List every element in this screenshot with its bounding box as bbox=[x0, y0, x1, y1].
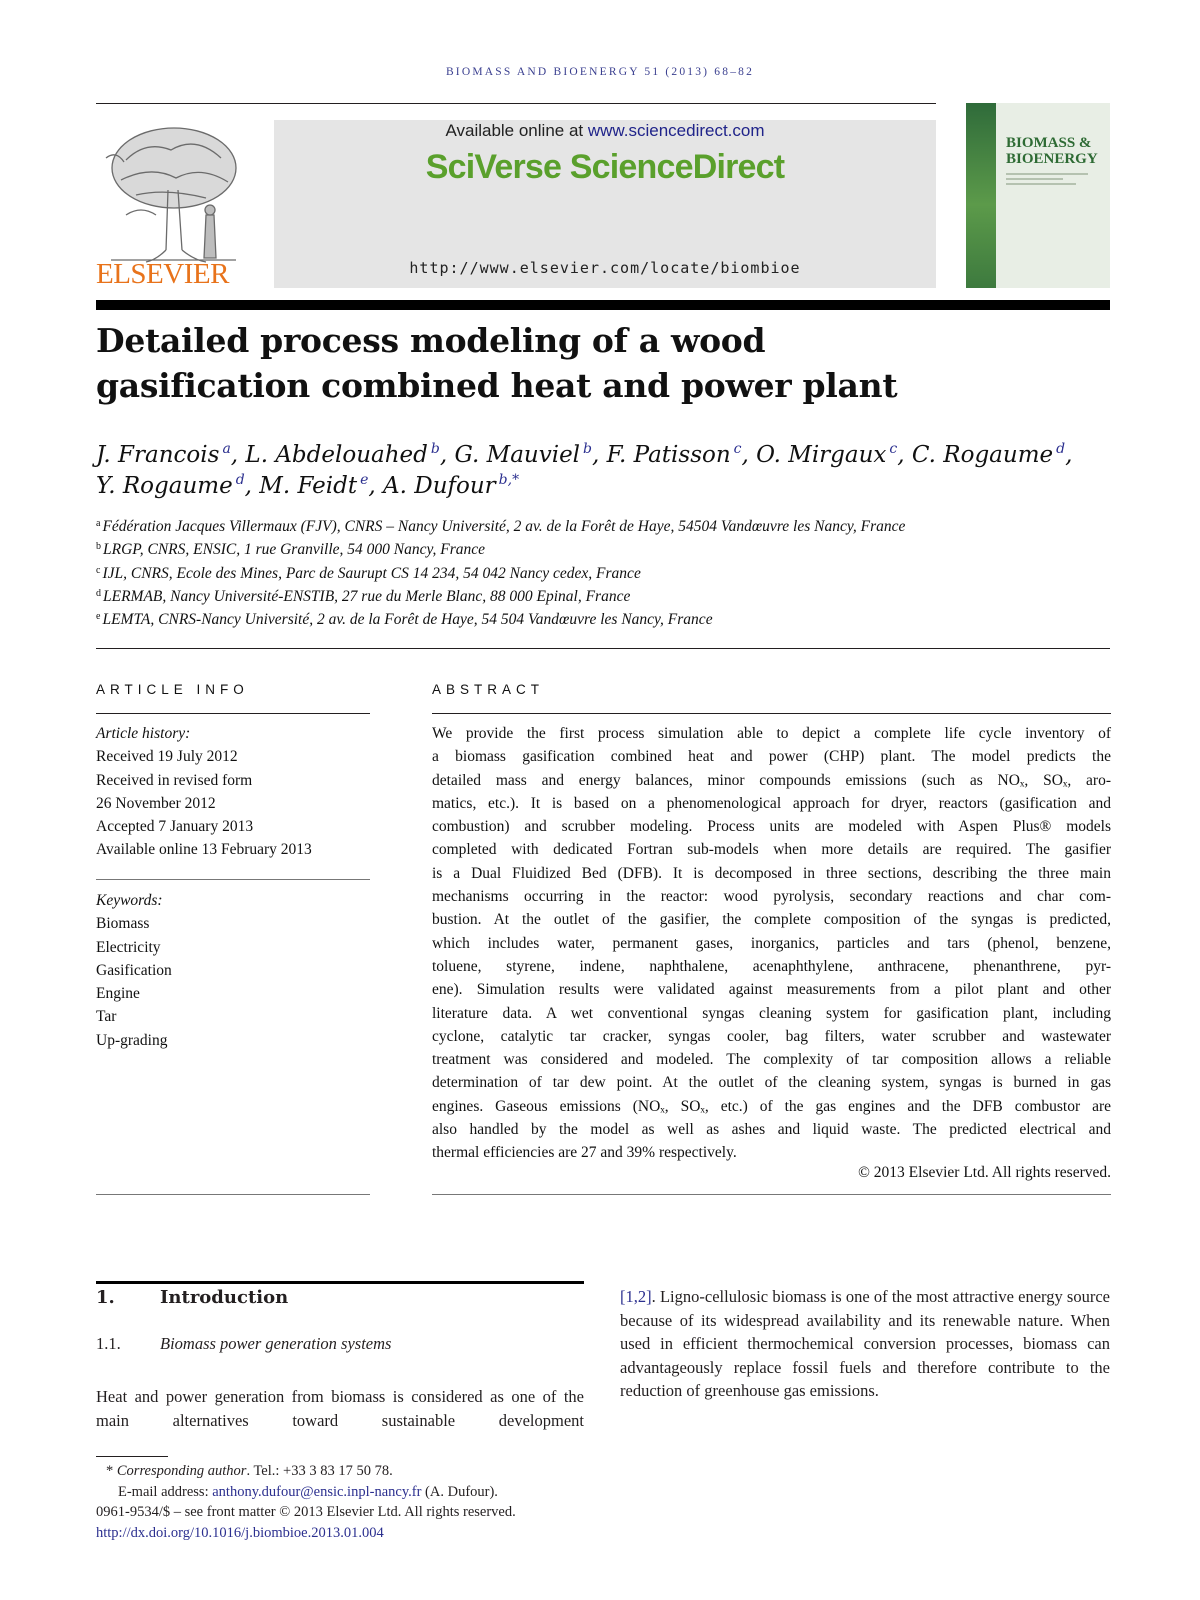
history-item: Received in revised form bbox=[96, 771, 253, 789]
abstract-line: thermal efficiencies are 27 and 39% respectively. bbox=[432, 1144, 737, 1162]
author-affiliation-marker[interactable]: e bbox=[360, 472, 369, 488]
author-affiliation-marker[interactable]: d bbox=[1056, 441, 1066, 457]
author-affiliation-marker[interactable]: b bbox=[583, 441, 593, 457]
author-separator: , bbox=[439, 442, 455, 468]
section-rule bbox=[96, 1281, 584, 1284]
email-name: (A. Dufour). bbox=[421, 1483, 498, 1500]
history-item: Received 19 July 2012 bbox=[96, 748, 238, 766]
author-affiliation-marker[interactable]: b bbox=[430, 441, 440, 457]
keyword-item: Engine bbox=[96, 985, 140, 1003]
affiliation-rule bbox=[96, 648, 1110, 649]
article-info-bottom-rule bbox=[96, 1194, 370, 1195]
header-rule bbox=[96, 103, 936, 104]
affiliation-item bbox=[96, 585, 1110, 608]
affiliation-key: d bbox=[96, 587, 101, 599]
affiliation-item bbox=[96, 538, 1110, 561]
cover-title: BIOMASS & BIOENERGY bbox=[1006, 135, 1098, 167]
intro-paragraph-left: Heat and power generation from biomass is considered as one of the main alternatives toward sustainable development bbox=[96, 1387, 584, 1430]
affiliation-text: LEMTA, CNRS-Nancy Université, 2 av. de la Forêt de Haye, 54 504 Vandœuvre les Nancy, France bbox=[102, 611, 713, 629]
elsevier-wordmark: ELSEVIER bbox=[96, 258, 229, 290]
intro-paragraph-right-text: . Ligno-cellulosic biomass is one of the most attractive energy source because of its widespread availability and its renewable nature. When used in efficient thermochemical conversion processes, biomass can advantageously replace fossil fuels and therefore contribute to the reduction of greenhouse gas emissions. bbox=[620, 1287, 1110, 1400]
abstract-line: combustion) and scrubber modeling. Process units are modeled with Aspen Plus® models bbox=[432, 818, 1111, 836]
sciverse-sciencedirect-logo: SciVerse ScienceDirect bbox=[425, 148, 785, 186]
abstract-line: ene). Simulation results were validated against measurements from a pilot plant and other bbox=[432, 981, 1111, 999]
author-affiliation-marker[interactable]: c bbox=[733, 441, 742, 457]
abstract-line: engines. Gaseous emissions (NOₓ, SOₓ, etc.) of the gas engines and the DFB combustor are bbox=[432, 1097, 1111, 1115]
doi-link[interactable]: http://dx.doi.org/10.1016/j.biombioe.2013.01.004 bbox=[96, 1524, 384, 1541]
abstract-line: which includes water, permanent gases, inorganics, particles and tars (phenol, benzene, bbox=[432, 934, 1111, 952]
abstract-line: toluene, styrene, indene, naphthalene, acenaphthylene, anthracene, phenanthrene, pyr- bbox=[432, 957, 1111, 975]
history-item: Available online 13 February 2013 bbox=[96, 841, 312, 859]
abstract-line: bustion. At the outlet of the gasifier, the complete composition of the syngas is predicted, bbox=[432, 911, 1111, 929]
author-name: M. Feidt bbox=[259, 473, 358, 499]
author-name: G. Mauviel bbox=[454, 442, 581, 468]
abstract-line: literature data. A wet conventional syngas cleaning system for gasification plant, including bbox=[432, 1004, 1111, 1022]
article-history bbox=[96, 722, 370, 862]
author-name: Y. Rogaume bbox=[96, 473, 233, 499]
history-item: Accepted 7 January 2013 bbox=[96, 818, 254, 836]
author-affiliation-marker[interactable]: b,* bbox=[498, 472, 520, 488]
affiliation-key: b bbox=[96, 541, 101, 553]
keyword-item: Gasification bbox=[96, 961, 172, 979]
author-name: F. Patisson bbox=[606, 442, 731, 468]
author-name: A. Dufour bbox=[383, 473, 496, 499]
keywords-block bbox=[96, 889, 370, 1052]
author-separator: , bbox=[897, 442, 912, 468]
section-number: 1. bbox=[96, 1287, 115, 1308]
affiliation-text: LRGP, CNRS, ENSIC, 1 rue Granville, 54 000 Nancy, France bbox=[103, 541, 486, 559]
article-info-rule bbox=[96, 713, 370, 714]
journal-running-head: BIOMASS AND BIOENERGY 51 (2013) 68–82 bbox=[445, 66, 755, 78]
keyword-item: Tar bbox=[96, 1008, 117, 1026]
author-separator: , bbox=[368, 473, 384, 499]
footnotes bbox=[96, 1461, 736, 1543]
abstract-line: cyclone, catalytic tar cracker, syngas cooler, bag filters, water scrubber and wastewater bbox=[432, 1027, 1111, 1045]
affiliation-text: Fédération Jacques Villermaux (FJV), CNRS – Nancy Université, 2 av. de la Forêt de Haye, 54504 Vandœuvre les Nancy, France bbox=[102, 518, 906, 535]
abstract-line: detailed mass and energy balances, minor compounds emissions (such as NOₓ, SOₓ, aro- bbox=[432, 771, 1111, 789]
affiliation-item bbox=[96, 562, 1110, 585]
author-list bbox=[96, 440, 1110, 502]
author-name: O. Mirgaux bbox=[756, 442, 887, 468]
author-name: L. Abdelouahed bbox=[245, 442, 428, 468]
section-heading-introduction bbox=[96, 1287, 288, 1308]
sciencedirect-link[interactable]: www.sciencedirect.com bbox=[587, 121, 765, 140]
subsection-number: 1.1. bbox=[96, 1334, 121, 1353]
author-name: C. Rogaume bbox=[911, 442, 1054, 468]
author-separator: , bbox=[592, 442, 607, 468]
subsection-heading bbox=[96, 1334, 391, 1354]
keyword-item: Biomass bbox=[96, 915, 150, 933]
email-link[interactable]: anthony.dufour@ensic.inpl-nancy.fr bbox=[212, 1483, 422, 1500]
keyword-item: Up-grading bbox=[96, 1031, 168, 1049]
footnote-rule bbox=[96, 1456, 168, 1457]
abstract-rule bbox=[432, 713, 1111, 714]
abstract-line: determination of tar dew point. At the outlet of the cleaning system, syngas is burned in gas bbox=[432, 1074, 1111, 1092]
abstract-line: mechanisms occurring in the reactor: wood pyrolysis, secondary reactions and char com- bbox=[432, 888, 1111, 906]
author-separator: , bbox=[741, 442, 757, 468]
keyword-item: Electricity bbox=[96, 938, 161, 956]
corresponding-author-note: * Corresponding author. Tel.: +33 3 83 17 50 78. bbox=[106, 1463, 393, 1479]
affiliation-key: a bbox=[96, 518, 101, 529]
cover-editor-lines bbox=[1006, 173, 1088, 188]
section-title: Introduction bbox=[160, 1287, 289, 1308]
subsection-title: Biomass power generation systems bbox=[160, 1334, 392, 1353]
corresponding-label: Corresponding author bbox=[116, 1463, 247, 1479]
abstract-copyright: © 2013 Elsevier Ltd. All rights reserved. bbox=[858, 1164, 1111, 1181]
abstract-line: a biomass gasification combined heat and power (CHP) plant. The model predicts the bbox=[432, 748, 1111, 766]
author-separator: , bbox=[244, 473, 260, 499]
email-note bbox=[96, 1482, 736, 1503]
keywords-label: Keywords: bbox=[96, 892, 163, 909]
author-affiliation-marker[interactable]: a bbox=[222, 441, 231, 457]
abstract-line: treatment was considered and modeled. The complexity of tar composition allows a reliable bbox=[432, 1051, 1111, 1069]
author-separator: , bbox=[1065, 442, 1073, 468]
corresponding-details: . Tel.: +33 3 83 17 50 78. bbox=[246, 1463, 393, 1479]
abstract-heading: ABSTRACT bbox=[432, 682, 545, 697]
abstract-text bbox=[432, 722, 1111, 1165]
abstract-line: also handled by the model as well as ashes and liquid waste. The predicted electrical and bbox=[432, 1121, 1111, 1139]
author-affiliation-marker[interactable]: d bbox=[235, 472, 245, 488]
article-info-heading: ARTICLE INFO bbox=[96, 682, 249, 697]
affiliation-item bbox=[96, 608, 1110, 631]
journal-cover bbox=[966, 103, 1110, 288]
journal-url[interactable]: http://www.elsevier.com/locate/biombioe bbox=[409, 259, 801, 277]
affiliation-text: LERMAB, Nancy Université-ENSTIB, 27 rue du Merle Blanc, 88 000 Epinal, France bbox=[103, 587, 631, 605]
affiliation-list bbox=[96, 515, 1110, 631]
email-label: E-mail address: bbox=[118, 1483, 213, 1500]
citation-link[interactable]: [1,2] bbox=[620, 1287, 652, 1306]
history-rule bbox=[96, 879, 370, 880]
history-item: 26 November 2012 bbox=[96, 794, 216, 812]
article-title: Detailed process modeling of a wood gasification combined heat and power plant bbox=[96, 321, 898, 405]
affiliation-key: e bbox=[96, 611, 101, 623]
abstract-bottom-rule bbox=[432, 1194, 1111, 1195]
author-affiliation-marker[interactable]: c bbox=[889, 441, 898, 457]
author-separator: , bbox=[230, 442, 246, 468]
affiliation-text: IJL, CNRS, Ecole des Mines, Parc de Saurupt CS 14 234, 54 042 Nancy cedex, France bbox=[102, 564, 641, 582]
abstract-line: is a Dual Fluidized Bed (DFB). It is decomposed in three sections, describing the three main bbox=[432, 864, 1111, 882]
author-name: J. Francois bbox=[96, 442, 220, 468]
cover-photo-strip bbox=[966, 103, 996, 288]
article-history-label: Article history: bbox=[96, 725, 191, 742]
available-online-line bbox=[274, 121, 936, 141]
header-thick-rule bbox=[96, 300, 1110, 310]
abstract-line: matics, etc.). It is based on a phenomenological approach for dryer, reactors (gasification and bbox=[432, 794, 1111, 812]
intro-paragraph-right bbox=[620, 1285, 1110, 1403]
available-online-text: Available online at bbox=[445, 121, 588, 140]
affiliation-item bbox=[96, 515, 1110, 538]
abstract-line: We provide the first process simulation able to depict a complete life cycle inventory of bbox=[432, 725, 1111, 742]
affiliation-key: c bbox=[96, 564, 101, 576]
abstract-line: completed with dedicated Fortran sub-models when more details are required. The gasifier bbox=[432, 841, 1111, 859]
issn-line: 0961-9534/$ – see front matter © 2013 Elsevier Ltd. All rights reserved. bbox=[96, 1504, 516, 1520]
